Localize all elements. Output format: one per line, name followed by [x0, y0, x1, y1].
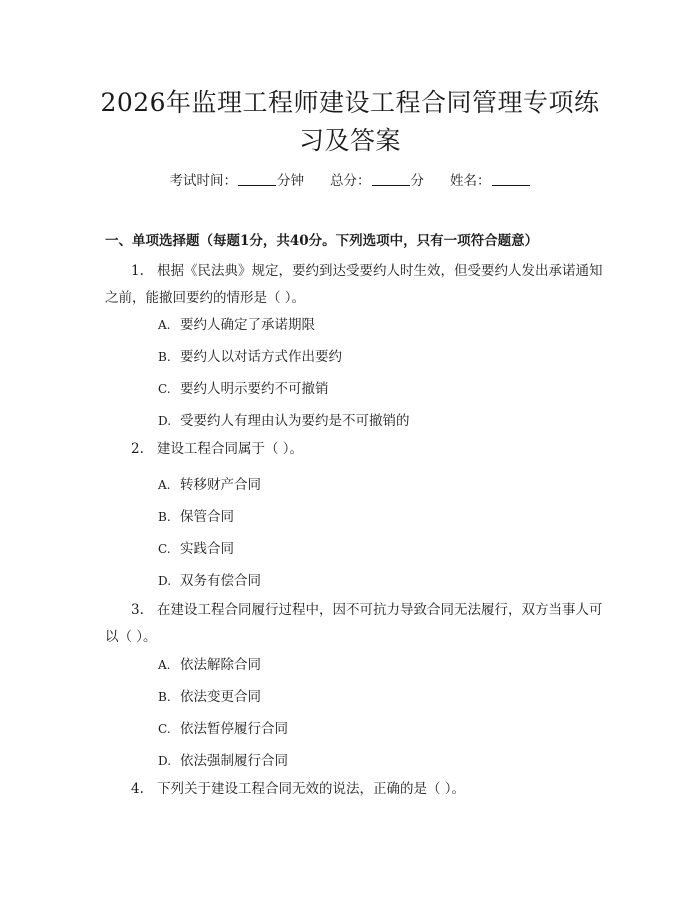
- option-letter: C.: [158, 382, 171, 396]
- option-3d: [158, 749, 288, 769]
- title-line-2: 习及答案: [298, 126, 401, 155]
- option-letter: B.: [158, 690, 171, 704]
- score-blank: [372, 173, 410, 186]
- option-letter: A.: [158, 658, 171, 672]
- option-text: 依法变更合同: [180, 689, 261, 705]
- option-letter: D.: [158, 414, 172, 428]
- question-text: 在建设工程合同履行过程中，因不可抗力导致合同无法履行，双方当事人可以（ ）。: [105, 602, 603, 645]
- option-letter: B.: [158, 350, 171, 364]
- question-text: 建设工程合同属于（ ）。: [157, 441, 304, 457]
- option-text: 要约人以对话方式作出要约: [180, 349, 342, 365]
- option-text: 要约人确定了承诺期限: [180, 317, 315, 333]
- title-line-1: 2026年监理工程师建设工程合同管理专项练: [100, 88, 600, 117]
- question-number: 3.: [131, 602, 144, 618]
- option-1b: [158, 345, 342, 365]
- option-text: 依法强制履行合同: [180, 753, 288, 769]
- option-letter: D.: [158, 574, 172, 588]
- exam-info-line: [0, 169, 700, 189]
- option-letter: A.: [158, 478, 171, 492]
- time-unit: 分钟: [277, 173, 304, 189]
- option-text: 受要约人有理由认为要约是不可撤销的: [180, 413, 410, 429]
- time-label: 考试时间：: [169, 173, 237, 189]
- name-label: 姓名：: [450, 173, 491, 189]
- score-unit: 分: [410, 173, 424, 189]
- option-text: 转移财产合同: [180, 477, 261, 493]
- option-text: 实践合同: [180, 541, 234, 557]
- option-2c: [158, 537, 234, 557]
- question-text: 下列关于建设工程合同无效的说法，正确的是（ ）。: [157, 781, 466, 797]
- name-blank: [492, 173, 530, 186]
- option-text: 依法解除合同: [180, 657, 261, 673]
- question-number: 2.: [131, 441, 144, 457]
- option-letter: C.: [158, 542, 171, 556]
- question-1: [105, 258, 605, 312]
- option-letter: D.: [158, 754, 172, 768]
- option-text: 保管合同: [180, 509, 234, 525]
- option-1c: [158, 377, 329, 397]
- option-1a: [158, 313, 315, 333]
- option-text: 要约人明示要约不可撤销: [180, 381, 329, 397]
- question-3: [105, 597, 605, 651]
- time-blank: [238, 173, 276, 186]
- question-number: 4.: [131, 781, 144, 797]
- question-2: [105, 436, 605, 463]
- option-3c: [158, 717, 288, 737]
- option-3b: [158, 685, 261, 705]
- option-2a: [158, 473, 261, 493]
- option-text: 依法暂停履行合同: [180, 721, 288, 737]
- question-text: 根据《民法典》规定，要约到达受要约人时生效，但受要约人发出承诺通知之前，能撤回要约的情形是（ ）。: [105, 263, 603, 306]
- option-1d: [158, 409, 410, 429]
- option-3a: [158, 653, 261, 673]
- question-4: [105, 776, 605, 803]
- option-letter: B.: [158, 510, 171, 524]
- option-text: 双务有偿合同: [180, 573, 261, 589]
- option-2d: [158, 569, 261, 589]
- score-label: 总分：: [330, 173, 371, 189]
- question-number: 1.: [131, 263, 144, 279]
- section-heading: 一、单项选择题（每题1分，共40分。下列选项中，只有一项符合题意）: [105, 233, 539, 249]
- option-letter: C.: [158, 722, 171, 736]
- option-2b: [158, 505, 234, 525]
- document-title: [90, 84, 610, 160]
- option-letter: A.: [158, 318, 171, 332]
